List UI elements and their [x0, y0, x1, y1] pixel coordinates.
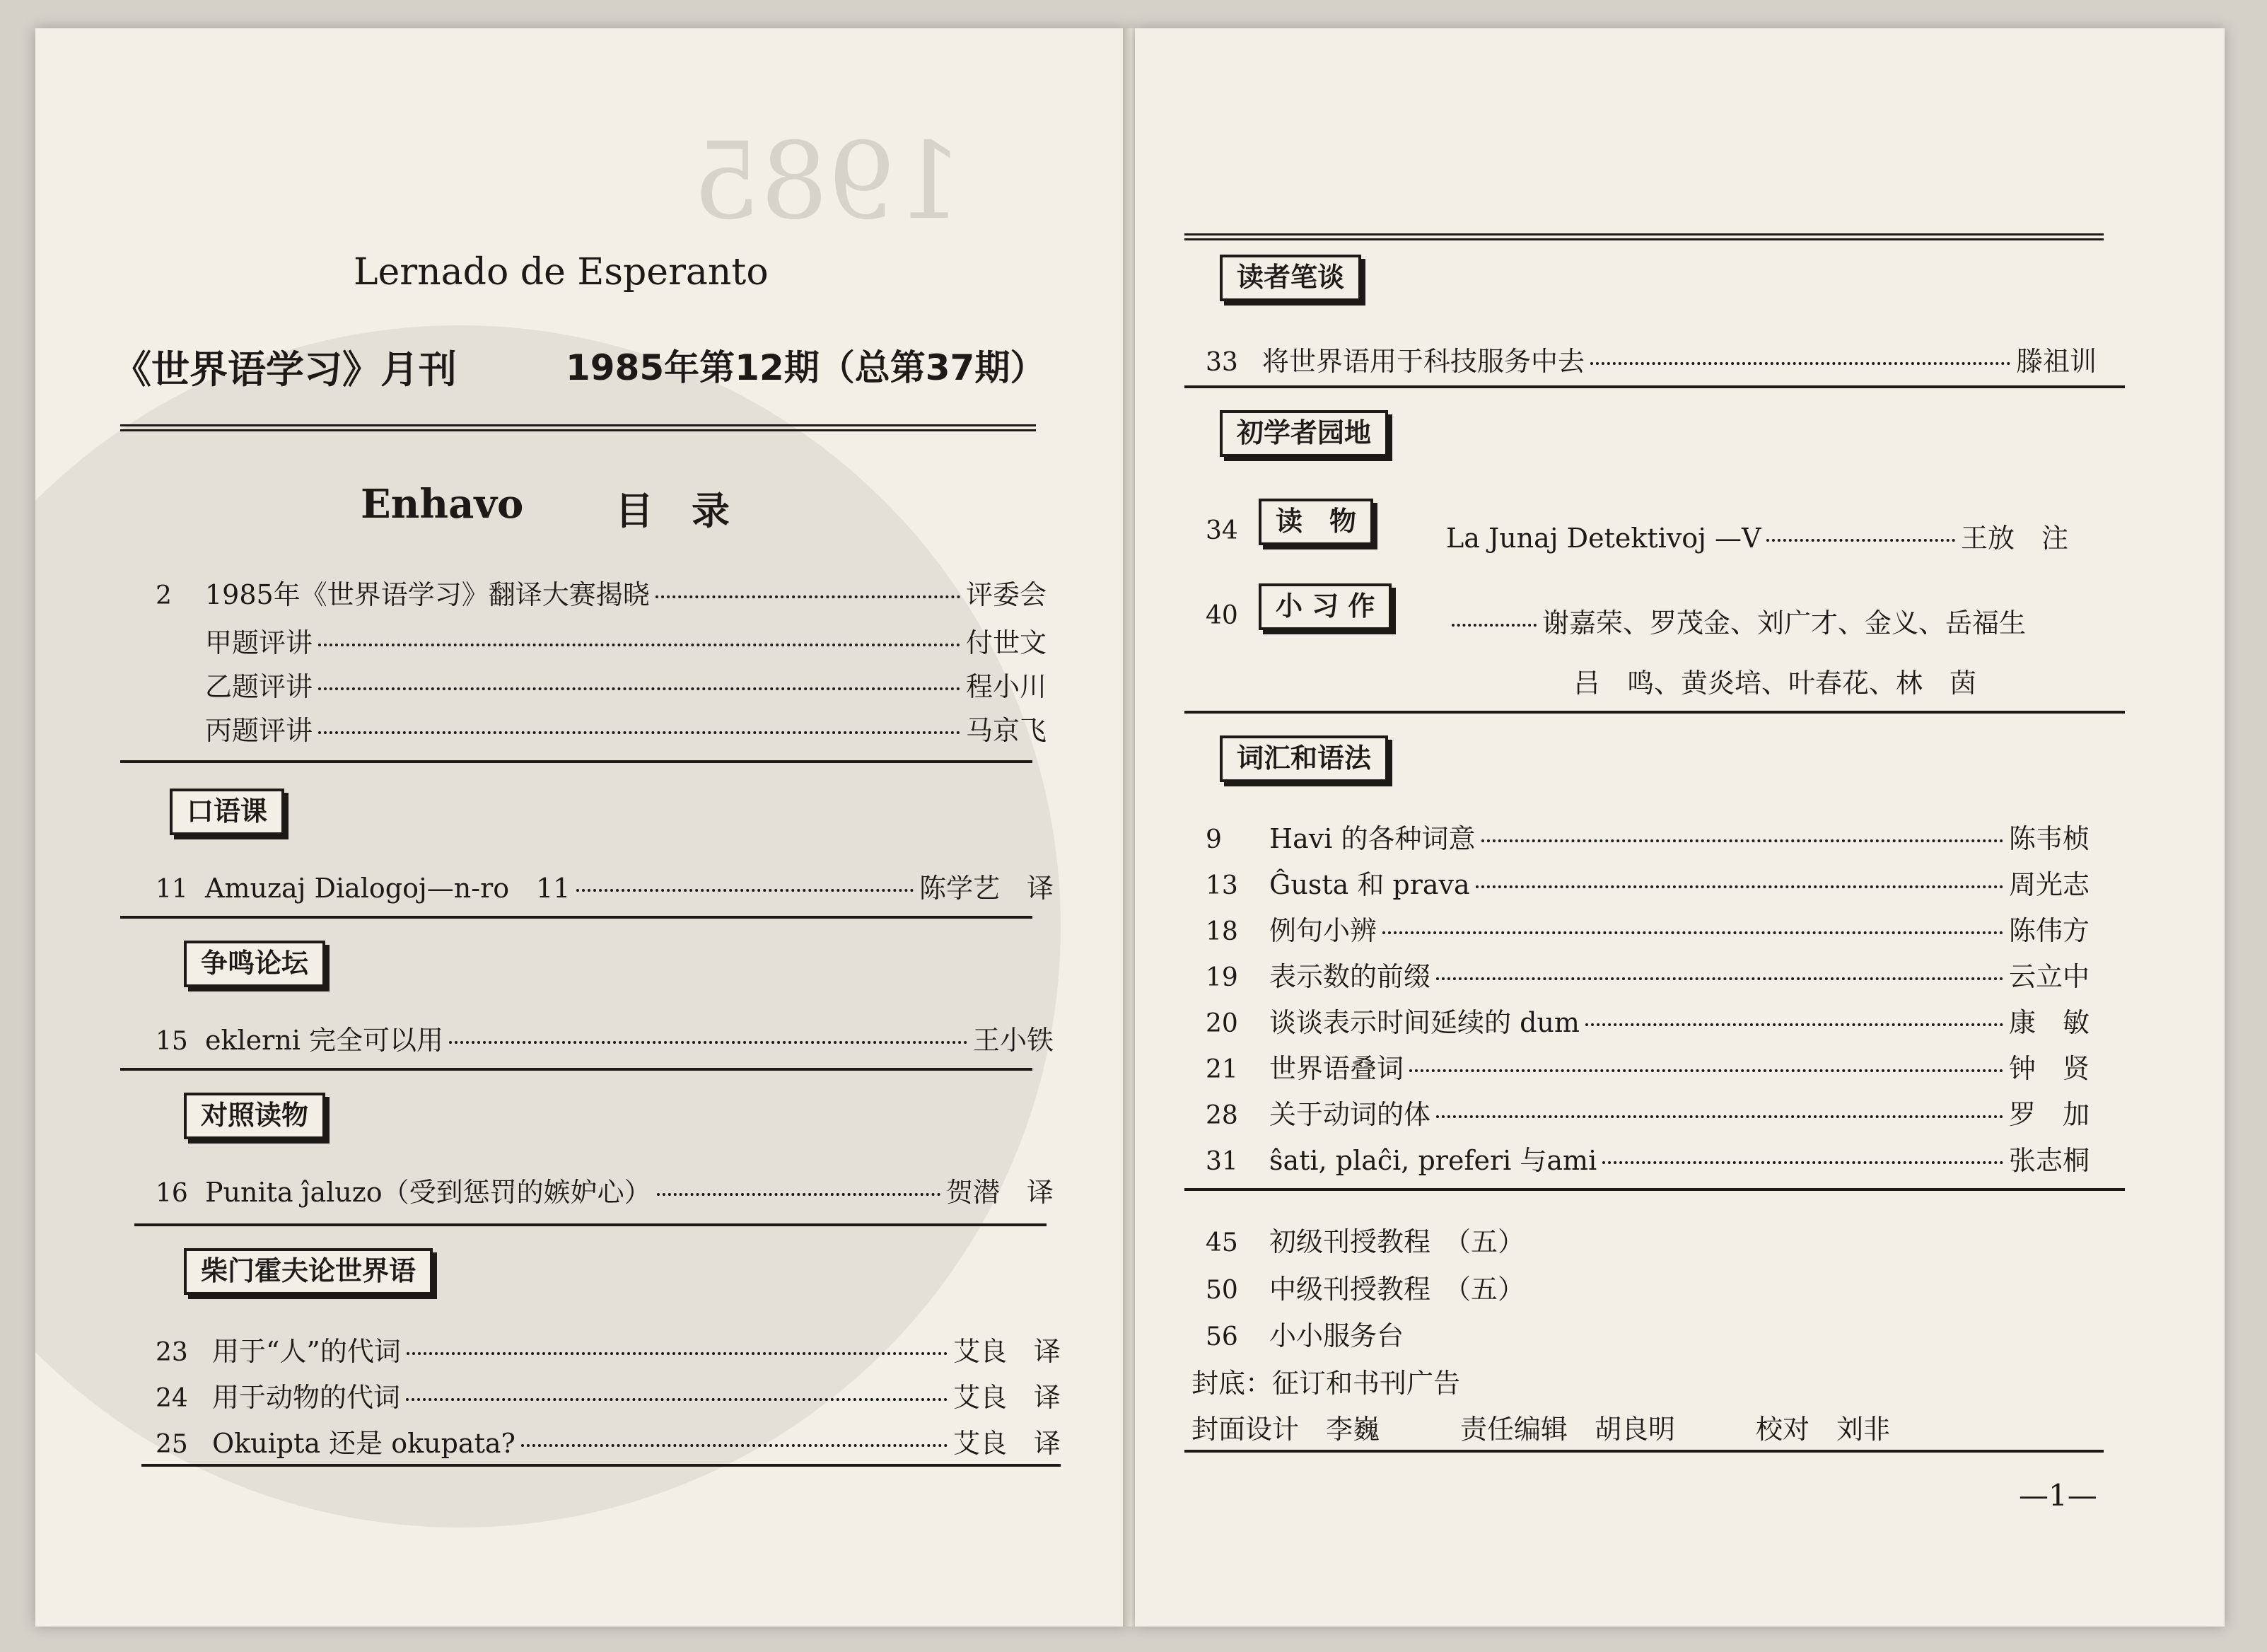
sub-label-reading: 读 物	[1259, 499, 1373, 545]
toc-entry[interactable]: 33 将世界语用于科技服务中去 滕祖训	[1206, 346, 2097, 377]
toc-entry[interactable]: 16 Punita ĵaluzo（受到惩罚的嫉妒心） 贺潜 译	[156, 1177, 1054, 1208]
toc-entry[interactable]: 21 世界语叠词 钟 贤	[1206, 1053, 2090, 1084]
toc-entry[interactable]: 19 表示数的前缀 云立中	[1206, 961, 2090, 992]
toc-entry[interactable]: 24 用于动物的代词 艾良 译	[156, 1382, 1061, 1413]
left-page	[35, 28, 1128, 1627]
toc-title: 目 录	[615, 489, 730, 533]
section-rule	[120, 916, 1032, 919]
sub-label-composition: 小 习 作	[1259, 583, 1392, 630]
toc-entry[interactable]: 45 初级刊授教程 （五）	[1206, 1226, 1525, 1257]
cover-bleed-year: 1985	[693, 120, 963, 243]
back-cover-line: 封底：征订和书刊广告	[1191, 1368, 1461, 1399]
section-label-reader-notes: 读者笔谈	[1220, 255, 1361, 301]
issue-number: 1985年第12期（总第37期）	[566, 347, 1046, 388]
toc-entry[interactable]: 23 用于“人”的代词 艾良 译	[156, 1336, 1061, 1367]
section-label-forum: 争鸣论坛	[184, 941, 325, 987]
toc-entry[interactable]: 31 ŝati, plaĉi, preferi 与ami 张志桐	[1206, 1145, 2090, 1176]
toc-entry[interactable]: 9 Havi 的各种词意 陈韦桢	[1206, 823, 2090, 854]
section-rule	[1184, 1188, 2125, 1191]
header-latin: Lernado de Esperanto	[354, 251, 769, 293]
toc-entry[interactable]: 11 Amuzaj Dialogoj—n-ro 11 陈学艺 译	[156, 873, 1054, 904]
toc-entry[interactable]: 2 1985年《世界语学习》翻译大赛揭晓 评委会	[156, 579, 1047, 610]
section-rule	[120, 1068, 1032, 1071]
toc-entry[interactable]: 18 例句小辨 陈伟方	[1206, 915, 2090, 946]
toc-entry[interactable]: 50 中级刊授教程 （五）	[1206, 1274, 1525, 1305]
toc-entry[interactable]: 谢嘉荣、罗茂金、刘广才、金义、岳福生	[1446, 601, 2181, 640]
header-rule	[120, 424, 1036, 431]
section-rule	[1184, 711, 2125, 714]
section-label-parallel-reading: 对照读物	[184, 1093, 325, 1139]
toc-entry[interactable]: 15 eklerni 完全可以用 王小铁	[156, 1025, 1054, 1056]
toc-entry[interactable]: 20 谈谈表示时间延续的 dum 康 敏	[1206, 1007, 2090, 1038]
toc-entry[interactable]: 25 Okuipta 还是 okupata? 艾良 译	[156, 1428, 1061, 1459]
section-label-oral: 口语课	[170, 789, 284, 835]
section-rule	[120, 760, 1032, 763]
page-number: —1—	[2019, 1478, 2097, 1513]
section-label-beginners: 初学者园地	[1220, 410, 1388, 457]
toc-entry[interactable]: 28 关于动词的体 罗 加	[1206, 1099, 2090, 1130]
section-rule	[1184, 385, 2125, 388]
top-rule	[1184, 233, 2104, 240]
toc-latin: Enhavo	[361, 481, 524, 528]
toc-entry[interactable]: 甲题评讲 付世文	[205, 627, 1047, 658]
author-list: 吕 鸣、黄炎培、叶春花、林 茵	[1573, 668, 1977, 699]
toc-entry[interactable]: 56 小小服务台	[1206, 1320, 1404, 1351]
toc-entry[interactable]: 乙题评讲 程小川	[205, 671, 1047, 702]
section-label-zamenhof: 柴门霍夫论世界语	[184, 1248, 433, 1295]
sub-entry-number: 34	[1206, 516, 1238, 545]
toc-entry[interactable]: 丙题评讲 马京飞	[205, 715, 1047, 746]
section-label-vocabulary-grammar: 词汇和语法	[1220, 735, 1388, 782]
credits-line: 封面设计 李巍 责任编辑 胡良明 校对 刘非	[1191, 1414, 1891, 1445]
toc-entry[interactable]: 13 Ĝusta 和 prava 周光志	[1206, 869, 2090, 900]
toc-entry[interactable]: La Junaj Detektivoj —V 王放 注	[1446, 523, 2068, 554]
magazine-name: 《世界语学习》月刊	[113, 347, 457, 392]
section-rule	[141, 1464, 1061, 1467]
section-rule	[134, 1223, 1047, 1226]
footer-rule	[1184, 1450, 2104, 1453]
right-page	[1135, 28, 2225, 1627]
sub-entry-number: 40	[1206, 601, 1238, 630]
